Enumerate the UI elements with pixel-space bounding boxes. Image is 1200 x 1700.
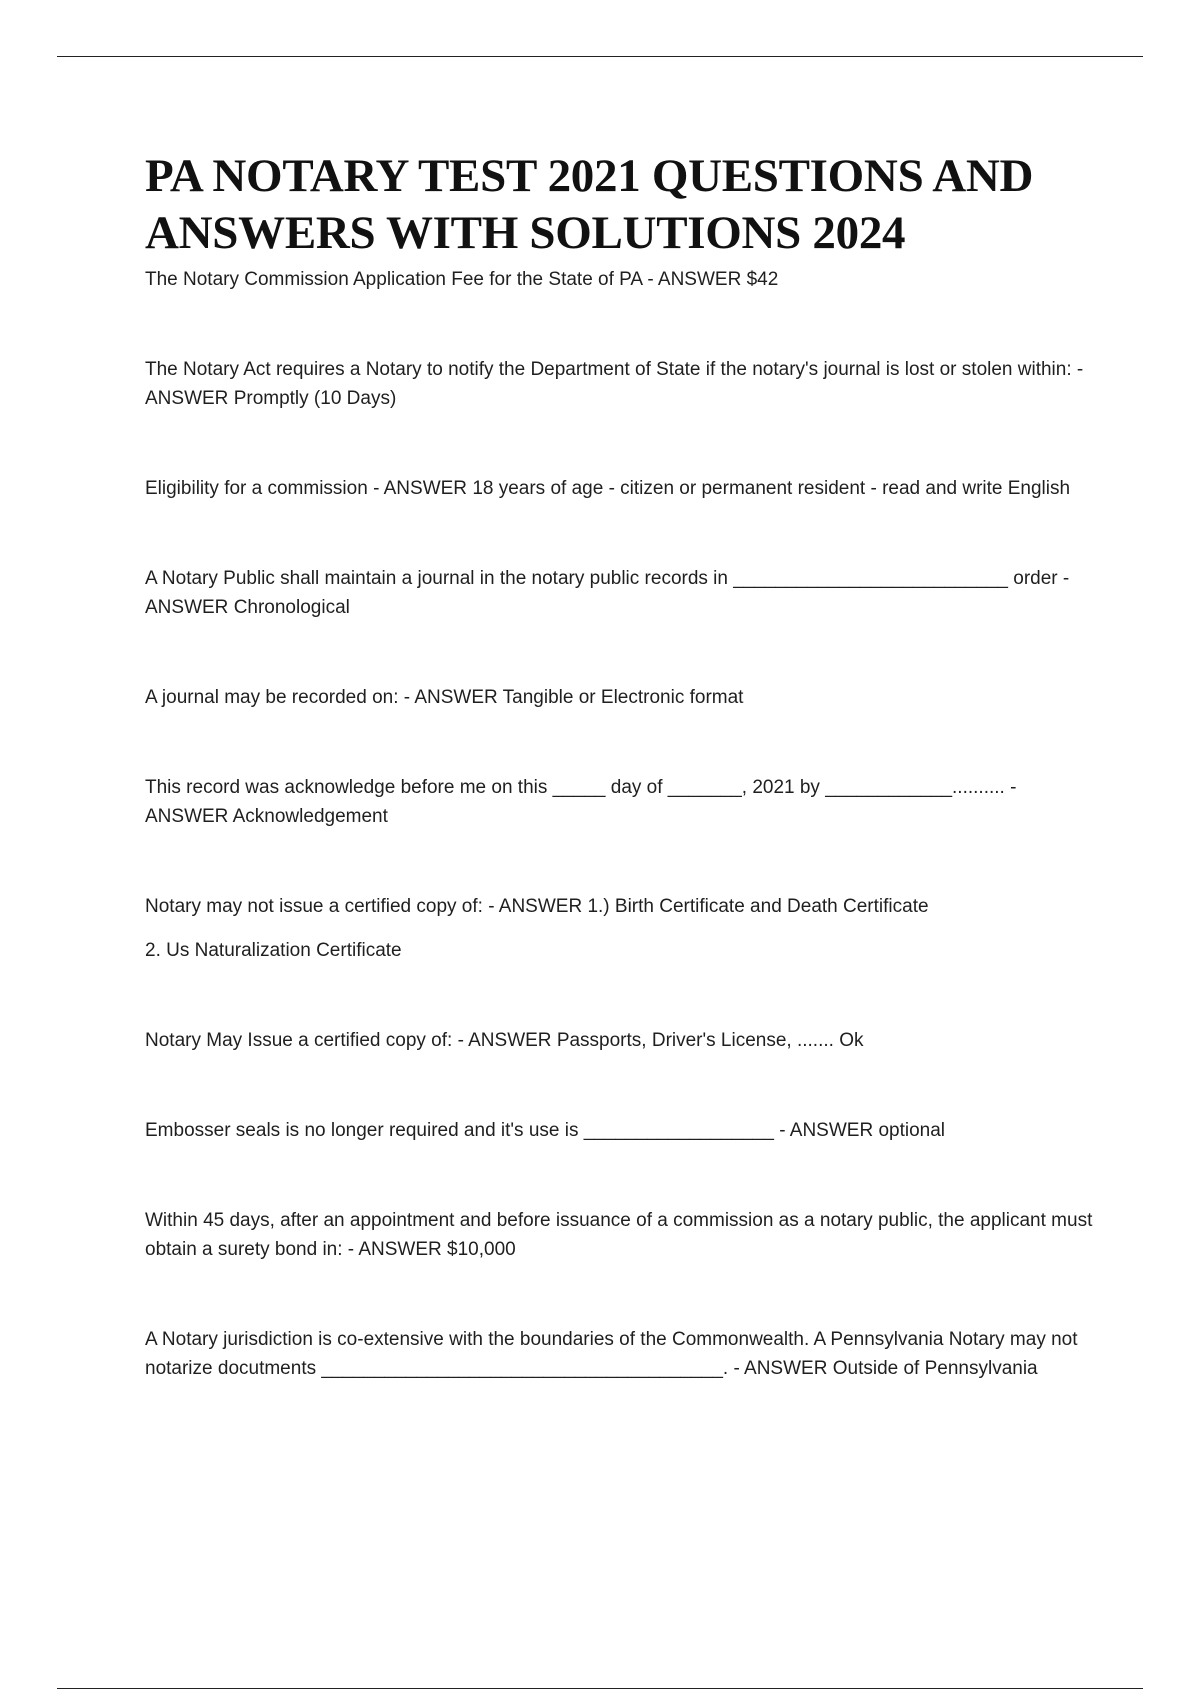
document-body bbox=[145, 148, 1098, 1383]
qa-answer-marker: - ANSWER bbox=[728, 1358, 833, 1379]
qa-answer: Passports, Driver's License, ....... Ok bbox=[556, 1030, 864, 1051]
document-title: PA NOTARY TEST 2021 QUESTIONS AND ANSWERS WITH SOLUTIONS 2024 bbox=[145, 150, 1034, 259]
qa-item bbox=[145, 1206, 1098, 1264]
qa-item bbox=[145, 773, 1095, 831]
qa-answer-marker: - ANSWER bbox=[145, 568, 1074, 618]
qa-answer-marker: - ANSWER bbox=[145, 359, 1088, 409]
qa-answer: 18 years of age - citizen or permanent resident - read and write English bbox=[472, 478, 1071, 499]
qa-answer-marker: - ANSWER bbox=[482, 896, 588, 917]
qa-answer-marker: - ANSWER bbox=[342, 1239, 448, 1260]
qa-answer-marker: - ANSWER bbox=[367, 478, 473, 499]
qa-question: Eligibility for a commission bbox=[145, 478, 368, 499]
qa-item bbox=[145, 1116, 1095, 1145]
qa-answer: Chronological bbox=[233, 597, 350, 618]
qa-question: Notary may not issue a certified copy of: bbox=[145, 896, 483, 917]
qa-question: Notary May Issue a certified copy of: bbox=[145, 1030, 453, 1051]
qa-answer-marker: - ANSWER bbox=[452, 1030, 557, 1051]
qa-question: Within 45 days, after an appointment and before issuance of a commission as a notary public, the applicant must obtain a surety bond in: bbox=[145, 1210, 1098, 1260]
qa-question: A Notary jurisdiction is co-extensive with the boundaries of the Commonwealth. A Pennsylvania Notary may not notarize docutments ______________________________________. bbox=[145, 1329, 1083, 1379]
qa-item bbox=[145, 1325, 1095, 1383]
qa-question: The Notary Commission Application Fee for the State of PA bbox=[145, 269, 643, 290]
qa-item bbox=[145, 892, 1095, 965]
qa-item bbox=[145, 564, 1095, 622]
qa-question: The Notary Act requires a Notary to notify the Department of State if the notary's journal is lost or stolen within: bbox=[145, 359, 1072, 380]
bottom-divider bbox=[57, 1688, 1143, 1689]
qa-item bbox=[145, 1026, 1095, 1055]
qa-answer-marker: - ANSWER bbox=[145, 777, 1021, 827]
qa-item bbox=[145, 355, 1095, 413]
top-divider bbox=[57, 56, 1143, 57]
qa-answer-continuation: 2. Us Naturalization Certificate bbox=[145, 940, 402, 961]
qa-item bbox=[145, 265, 1095, 294]
qa-question: A Notary Public shall maintain a journal in the notary public records in __________________________ order bbox=[145, 568, 1058, 589]
qa-answer: $42 bbox=[746, 269, 779, 290]
qa-answer: 1.) Birth Certificate and Death Certificate bbox=[587, 896, 929, 917]
qa-answer-marker: - ANSWER bbox=[642, 269, 747, 290]
qa-answer: $10,000 bbox=[447, 1239, 516, 1260]
qa-list bbox=[145, 265, 1098, 1383]
qa-item bbox=[145, 474, 1095, 503]
qa-question: A journal may be recorded on: bbox=[145, 687, 399, 708]
qa-answer: Acknowledgement bbox=[232, 806, 388, 827]
qa-answer: Tangible or Electronic format bbox=[502, 687, 744, 708]
qa-answer: optional bbox=[878, 1120, 946, 1141]
qa-answer-marker: - ANSWER bbox=[773, 1120, 879, 1141]
qa-question: Embosser seals is no longer required and it's use is __________________ bbox=[145, 1120, 774, 1141]
qa-item bbox=[145, 683, 1095, 712]
qa-answer: Outside of Pennsylvania bbox=[832, 1358, 1038, 1379]
qa-answer: Promptly (10 Days) bbox=[233, 388, 397, 409]
qa-question: This record was acknowledge before me on this _____ day of _______, 2021 by ____________.......... bbox=[145, 777, 1005, 798]
qa-answer-marker: - ANSWER bbox=[398, 687, 503, 708]
